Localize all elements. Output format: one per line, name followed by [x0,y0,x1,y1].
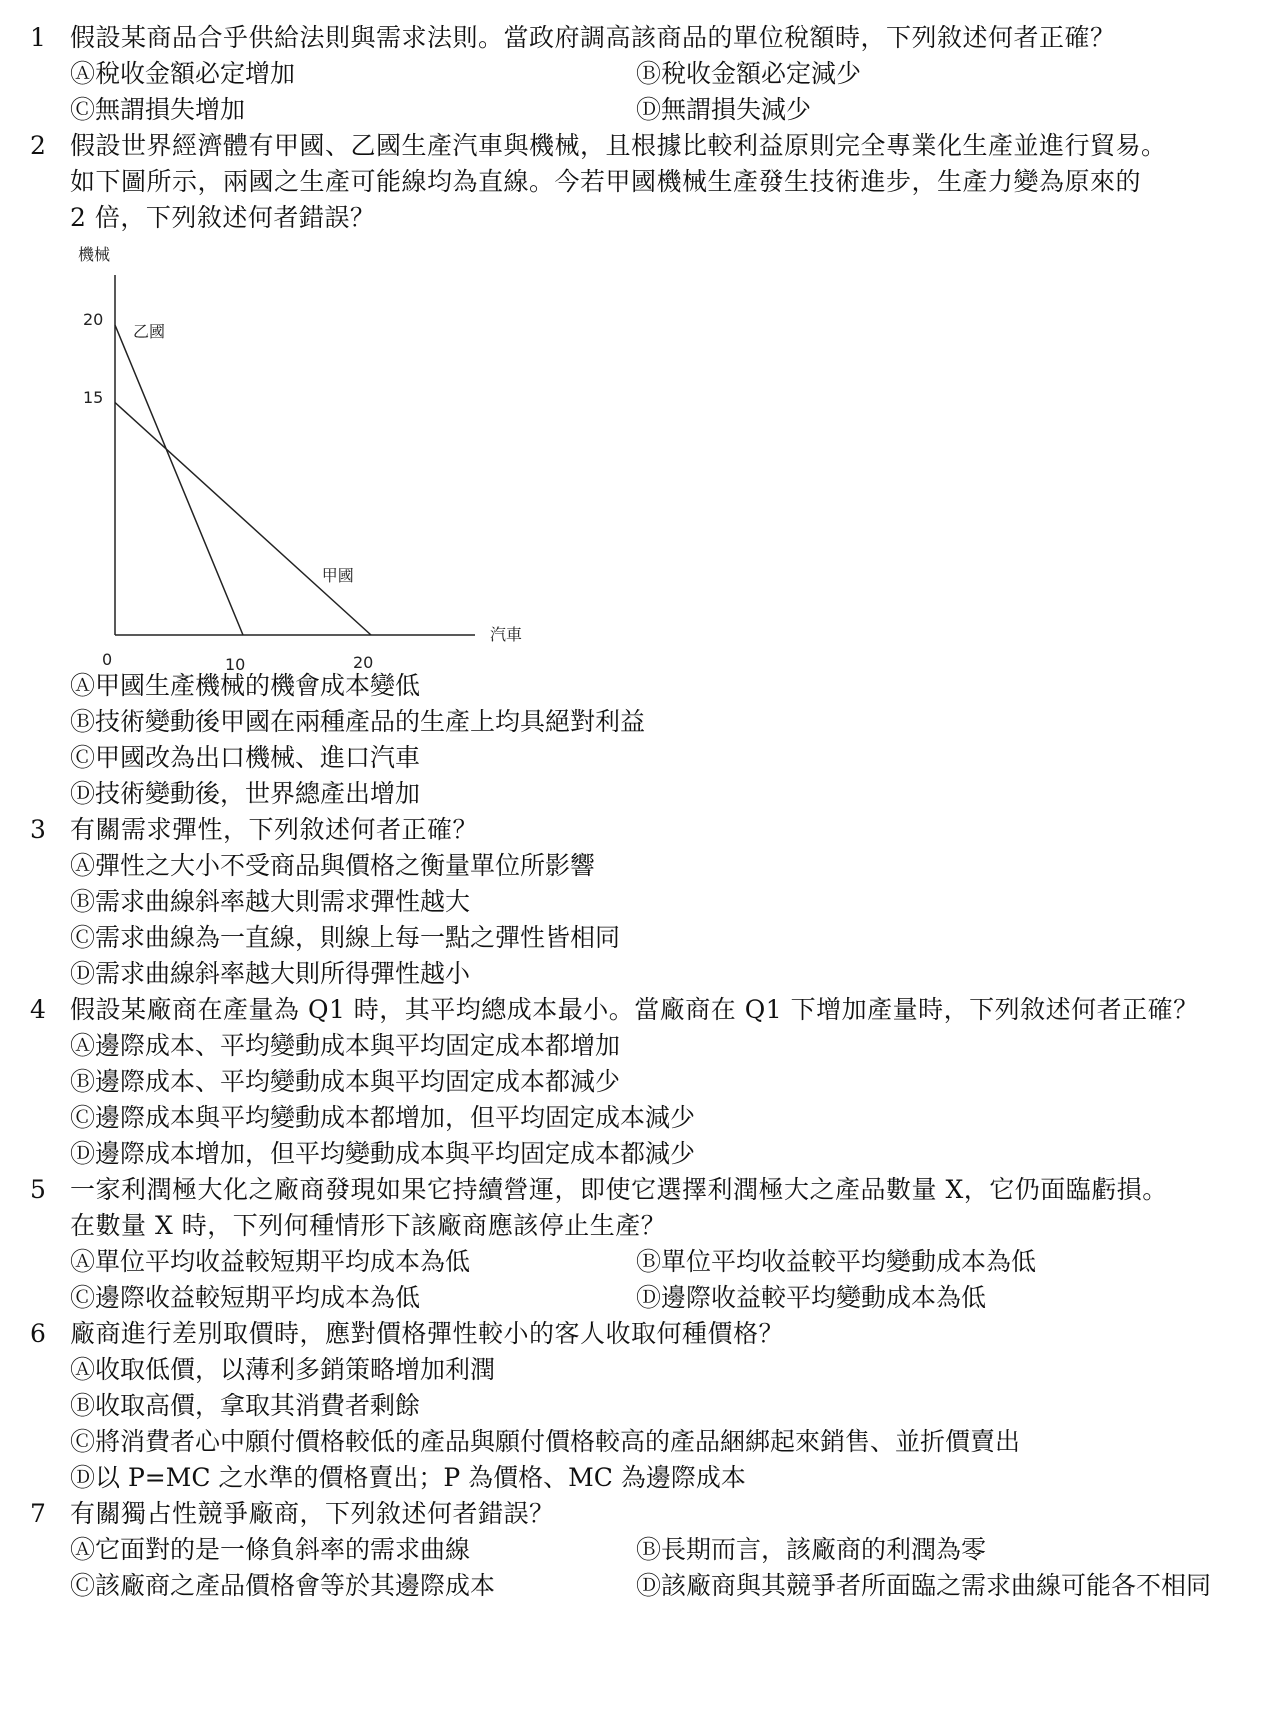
option-a[interactable]: Ⓐ邊際成本、平均變動成本與平均固定成本都增加 [70,1031,621,1060]
question-stem: 廠商進行差別取價時，應對價格彈性較小的客人收取何種價格？ [70,1319,785,1348]
option-b[interactable]: Ⓑ需求曲線斜率越大則需求彈性越大 [70,887,471,916]
series-label: 乙國 [133,322,166,341]
option-a[interactable]: Ⓐ稅收金額必定增加 [70,59,296,88]
option-b[interactable]: Ⓑ收取高價，拿取其消費者剩餘 [70,1391,421,1420]
question-stem: 在數量 X 時，下列何種情形下該廠商應該停止生產？ [70,1211,667,1240]
question-stem: 一家利潤極大化之廠商發現如果它持續營運，即使它選擇利潤極大之產品數量 X，它仍面臨虧損。 [70,1175,1168,1204]
question-stem: 假設某商品合乎供給法則與需求法則。當政府調高該商品的單位稅額時，下列敘述何者正確？ [70,23,1116,52]
option-b[interactable]: Ⓑ邊際成本、平均變動成本與平均固定成本都減少 [70,1067,621,1096]
option-a[interactable]: Ⓐ單位平均收益較短期平均成本為低 [70,1247,471,1276]
option-c[interactable]: Ⓒ甲國改為出口機械、進口汽車 [70,743,421,772]
option-d[interactable]: Ⓓ邊際收益較平均變動成本為低 [636,1283,987,1312]
option-a[interactable]: Ⓐ它面對的是一條負斜率的需求曲線 [70,1535,471,1564]
question-number: 1 [30,23,46,52]
x-tick-label: 10 [225,655,246,670]
ppf-line [115,325,243,635]
x-tick-label: 20 [353,653,374,670]
question-number: 6 [30,1319,46,1348]
question-number: 5 [30,1175,46,1204]
option-b[interactable]: Ⓑ單位平均收益較平均變動成本為低 [636,1247,1037,1276]
option-a[interactable]: Ⓐ收取低價，以薄利多銷策略增加利潤 [70,1355,496,1384]
question-number: 2 [30,131,46,160]
origin-label: 0 [102,650,113,669]
option-d[interactable]: Ⓓ技術變動後，世界總產出增加 [70,779,421,808]
option-d[interactable]: Ⓓ需求曲線斜率越大則所得彈性越小 [70,959,471,988]
option-b[interactable]: Ⓑ技術變動後甲國在兩種產品的生產上均具絕對利益 [70,707,646,736]
series-layer [115,322,371,635]
question-stem: 有關獨占性競爭廠商，下列敘述何者錯誤？ [70,1499,555,1528]
question-stem: 假設某廠商在產量為 Q1 時，其平均總成本最小。當廠商在 Q1 下增加產量時，下列敘述何者正確？ [70,995,1199,1024]
option-b[interactable]: Ⓑ稅收金額必定減少 [636,59,862,88]
y-axis-label: 機械 [78,245,111,264]
y-tick-label: 20 [83,310,104,329]
option-d[interactable]: Ⓓ以 P=MC 之水準的價格賣出；P 為價格、MC 為邊際成本 [70,1463,746,1492]
question-stem: 2 倍，下列敘述何者錯誤？ [70,203,376,232]
x-axis-label: 汽車 [490,625,523,644]
ppf-chart [70,240,540,670]
question-stem: 假設世界經濟體有甲國、乙國生產汽車與機械，且根據比較利益原則完全專業化生產並進行貿易。 [70,131,1167,160]
option-c[interactable]: Ⓒ邊際成本與平均變動成本都增加，但平均固定成本減少 [70,1103,696,1132]
option-c[interactable]: Ⓒ邊際收益較短期平均成本為低 [70,1283,421,1312]
option-a[interactable]: Ⓐ彈性之大小不受商品與價格之衡量單位所影響 [70,851,596,880]
option-d[interactable]: Ⓓ無謂損失減少 [636,95,812,124]
option-d[interactable]: Ⓓ該廠商與其競爭者所面臨之需求曲線可能各不相同 [636,1571,1212,1600]
series-label: 甲國 [321,565,354,585]
option-c[interactable]: Ⓒ將消費者心中願付價格較低的產品與願付價格較高的產品綑綁起來銷售、並折價賣出 [70,1427,1021,1456]
option-c[interactable]: Ⓒ無謂損失增加 [70,95,246,124]
option-c[interactable]: Ⓒ該廠商之產品價格會等於其邊際成本 [70,1571,496,1600]
option-d[interactable]: Ⓓ邊際成本增加，但平均變動成本與平均固定成本都減少 [70,1139,696,1168]
ppf-line [115,403,371,636]
option-b[interactable]: Ⓑ長期而言，該廠商的利潤為零 [636,1535,987,1564]
option-c[interactable]: Ⓒ需求曲線為一直線，則線上每一點之彈性皆相同 [70,923,621,952]
question-number: 7 [30,1499,46,1528]
option-a[interactable]: Ⓐ甲國生產機械的機會成本變低 [70,671,421,700]
question-stem: 有關需求彈性，下列敘述何者正確？ [70,815,479,844]
question-number: 4 [30,995,46,1024]
question-number: 3 [30,815,46,844]
y-tick-label: 15 [83,388,104,407]
question-stem: 如下圖所示，兩國之生產可能線均為直線。今若甲國機械生產發生技術進步，生產力變為原來的 [70,167,1142,196]
